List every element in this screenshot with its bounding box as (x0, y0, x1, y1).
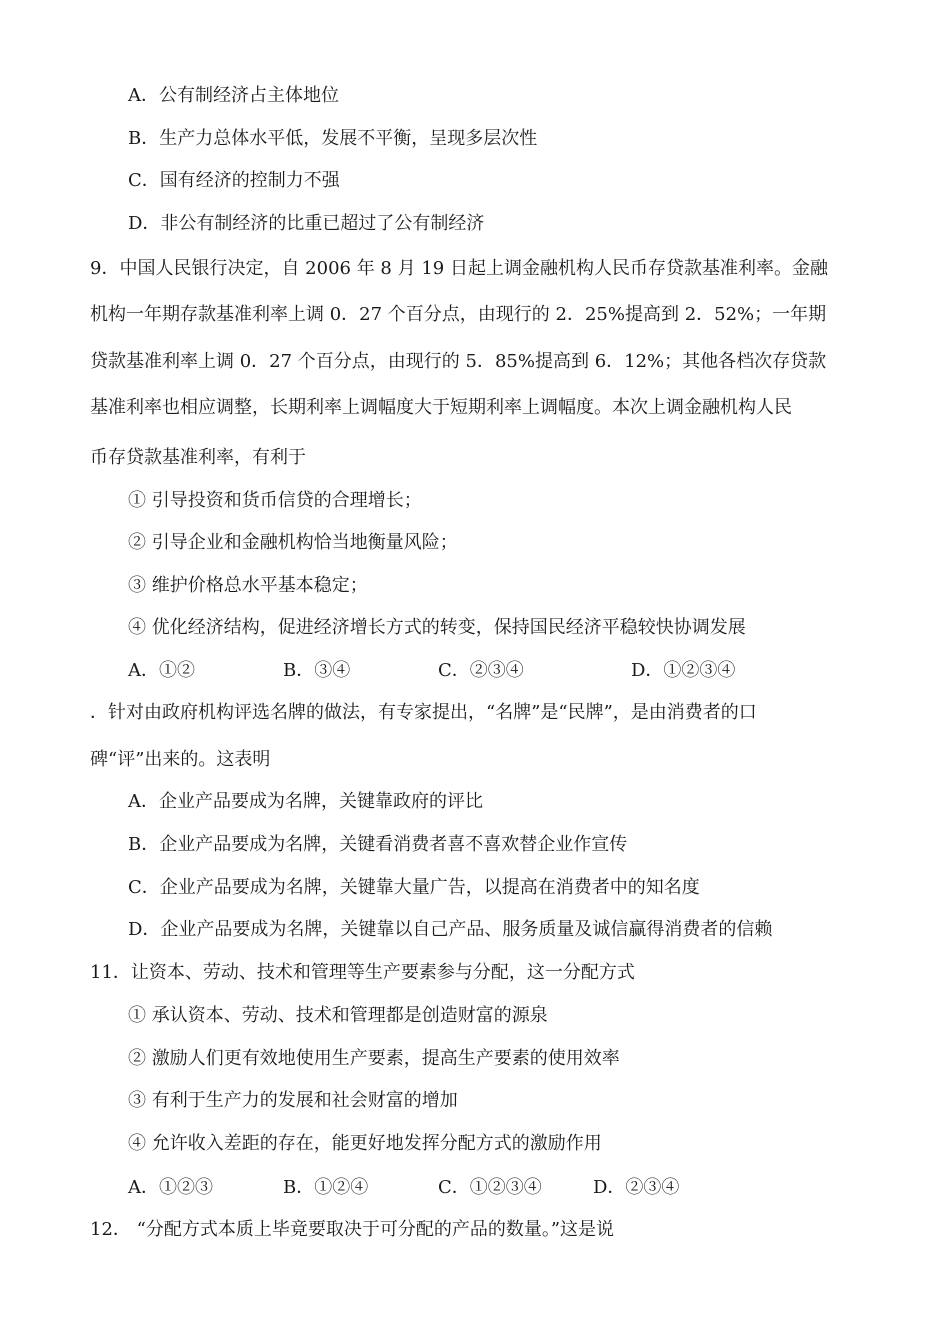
q10-stem-line: 碑“评”出来的。这表明 (90, 749, 271, 770)
q8-option-a: A．公有制经济占主体地位 (128, 85, 339, 106)
q10-option-d: D．企业产品要成为名牌，关键靠以自己产品、服务质量及诚信赢得消费者的信赖 (128, 919, 773, 940)
q9-item-1: ① 引导投资和货币信贷的合理增长； (128, 490, 422, 511)
q11-item-1: ① 承认资本、劳动、技术和管理都是创造财富的源泉 (128, 1005, 548, 1026)
q11-choice-a: A．①②③ (128, 1177, 213, 1198)
q9-stem-line: 币存贷款基准利率，有利于 (90, 447, 306, 468)
q12-stem: 12． “分配方式本质上毕竟要取决于可分配的产品的数量。”这是说 (90, 1219, 615, 1240)
q11-stem: 11．让资本、劳动、技术和管理等生产要素参与分配，这一分配方式 (90, 962, 635, 983)
q9-item-4: ④ 优化经济结构，促进经济增长方式的转变，保持国民经济平稳较快协调发展 (128, 617, 746, 638)
q10-option-b: B．企业产品要成为名牌，关键看消费者喜不喜欢替企业作宣传 (128, 834, 628, 855)
q11-item-3: ③ 有利于生产力的发展和社会财富的增加 (128, 1090, 458, 1111)
q8-option-b: B．生产力总体水平低，发展不平衡，呈现多层次性 (128, 128, 538, 149)
q11-item-4: ④ 允许收入差距的存在，能更好地发挥分配方式的激励作用 (128, 1133, 602, 1154)
q10-option-a: A．企业产品要成为名牌，关键靠政府的评比 (128, 791, 483, 812)
q9-choice-a: A．①② (128, 660, 195, 681)
q11-choice-b: B．①②④ (283, 1177, 369, 1198)
q11-choice-d: D．②③④ (593, 1177, 680, 1198)
q9-stem-line: 9．中国人民银行决定，自 2006 年 8 月 19 日起上调金融机构人民币存贷款基准利率。金融 (90, 258, 828, 279)
q9-item-3: ③ 维护价格总水平基本稳定； (128, 575, 368, 596)
q9-choice-d: D．①②③④ (631, 660, 736, 681)
q10-option-c: C．企业产品要成为名牌，关键靠大量广告，以提高在消费者中的知名度 (128, 877, 700, 898)
q11-choices (0, 1176, 950, 1200)
q9-choice-b: B．③④ (283, 660, 351, 681)
q9-stem-line: 基准利率也相应调整，长期利率上调幅度大于短期利率上调幅度。本次上调金融机构人民 (90, 397, 792, 418)
q9-item-2: ② 引导企业和金融机构恰当地衡量风险； (128, 532, 458, 553)
q9-stem-line: 贷款基准利率上调 0．27 个百分点，由现行的 5．85%提高到 6．12%；其他各档次存贷款 (90, 351, 827, 372)
q10-stem-line: ．针对由政府机构评选名牌的做法，有专家提出，“名牌”是“民牌”，是由消费者的口 (90, 702, 757, 723)
q8-option-c: C．国有经济的控制力不强 (128, 170, 340, 191)
q8-option-d: D．非公有制经济的比重已超过了公有制经济 (128, 213, 485, 234)
q9-stem-line: 机构一年期存款基准利率上调 0．27 个百分点，由现行的 2．25%提高到 2．52%；一年期 (90, 304, 827, 325)
q11-choice-c: C．①②③④ (438, 1177, 542, 1198)
q9-choices (0, 659, 950, 683)
q11-item-2: ② 激励人们更有效地使用生产要素，提高生产要素的使用效率 (128, 1048, 620, 1069)
q9-choice-c: C．②③④ (438, 660, 524, 681)
